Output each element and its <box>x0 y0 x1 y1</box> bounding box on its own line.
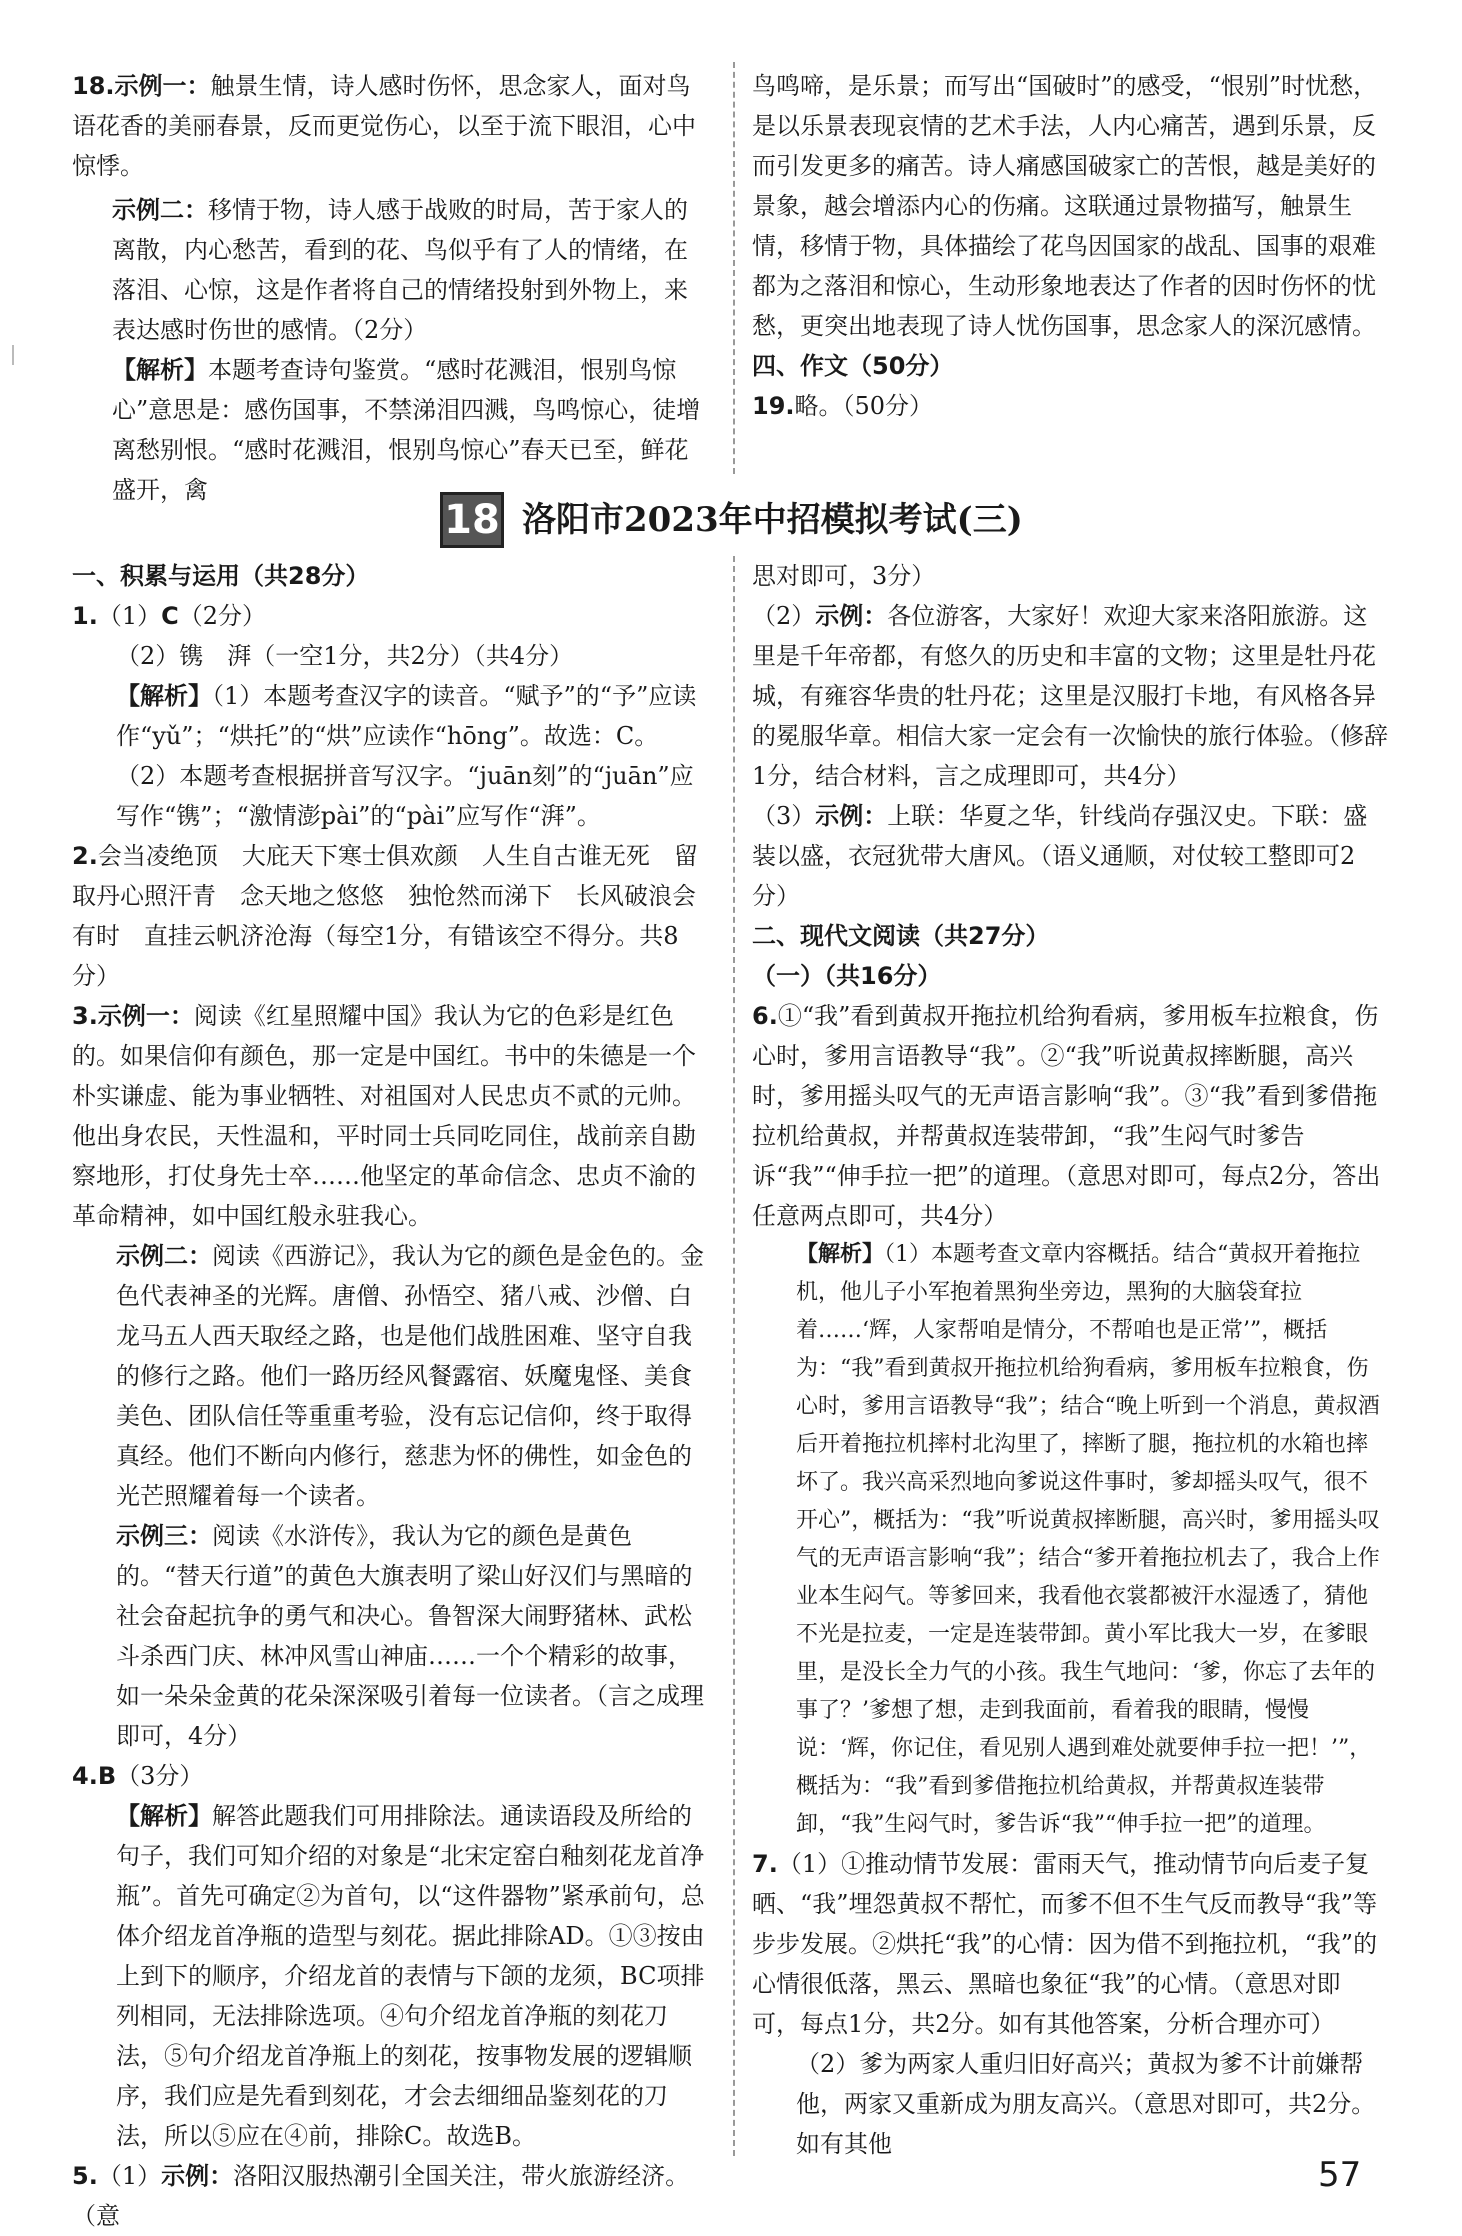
q18-example-1: 18.示例一：触景生情，诗人感时伤怀，思念家人，面对鸟语花香的美丽春景，反而更觉伤心，以至于流下眼泪，心中惊悸。 <box>72 72 696 180</box>
q18-analysis: 【解析】本题考查诗句鉴赏。“感时花溅泪，恨别鸟惊心”意思是：感伤国事，不禁涕泪四溅，鸟鸣惊心，徒增离愁别恨。“感时花溅泪，恨别鸟惊心”春天已至，鲜花盛开，禽 <box>112 356 701 504</box>
section-2-heading: 二、现代文阅读（共27分） <box>752 922 1050 950</box>
margin-mark <box>12 345 14 365</box>
q5-continued: 思对即可，3分） <box>752 562 936 590</box>
q1-part-1: 1.（1）C（2分） <box>72 602 267 630</box>
q1-part-2: （2）镌 湃（一空1分，共2分）（共4分） <box>116 642 574 670</box>
left-column <box>72 556 708 2236</box>
exam-title: 洛阳市2023年中招模拟考试(三) <box>522 500 1023 540</box>
page-number: 57 <box>1318 2155 1362 2195</box>
q7-part-2: （2）爹为两家人重归旧好高兴；黄叔为爹不计前嫌帮他，两家又重新成为朋友高兴。（意思对即可，共2分。如有其他 <box>796 2050 1376 2158</box>
q2: 2.会当凌绝顶 大庇天下寒士俱欢颜 人生自古谁无死 留取丹心照汗青 念天地之悠悠 独怆然而涕下 长风破浪会有时 直挂云帆济沧海（每空1分，有错该空不得分。共8分） <box>72 842 698 990</box>
q3-example-2: 示例二：阅读《西游记》，我认为它的颜色是金色的。金色代表神圣的光辉。唐僧、孙悟空、猪八戒、沙僧、白龙马五人西天取经之路，也是他们战胜困难、坚守自我的修行之路。他们一路历经风餐露宿、妖魔鬼怪、美食美色、团队信任等重重考验，没有忘记信仰，终于取得真经。他们不断向内修行，慈悲为怀的佛性，如金色的光芒照耀着每一个读者。 <box>116 1242 704 1510</box>
main-column-divider <box>733 556 735 2156</box>
q5-part-1: 5.（1）示例：洛阳汉服热潮引全国关注，带火旅游经济。（意 <box>72 2162 690 2230</box>
top-column-divider <box>733 62 735 474</box>
q6-analysis: 【解析】（1）本题考查文章内容概括。结合“黄叔开着拖拉机，他儿子小军抱着黑狗坐旁边，黑狗的大脑袋耷拉着……‘辉，人家帮咱是情分，不帮咱也是正常’”，概括为：“我”看到黄叔开拖拉机给狗看病，爹用板车拉粮食，伤心时，爹用言语教导“我”；结合“晚上听到一个消息，黄叔酒后开着拖拉机摔村北沟里了，摔断了腿，拖拉机的水箱也摔坏了。我兴高采烈地向爹说这件事时，爹却摇头叹气，很不开心”，概括为：“我”听说黄叔摔断腿，高兴时，爹用摇头叹气的无声语言影响“我”；结合“爹开着拖拉机去了，我合上作业本生闷气。等爹回来，我看他衣裳都被汗水湿透了，猜他不光是拉麦，一定是连装带卸。黄小军比我大一岁，在爹眼里，是没长全力气的小孩。我生气地问：‘爹，你忘了去年的事了？’爹想了想，走到我面前，看着我的眼睛，慢慢说：‘辉，你记住，看见别人遇到难处就要伸手拉一把！’”，概括为：“我”看到爹借拖拉机给黄叔，并帮黄叔连装带卸，“我”生闷气时，爹告诉“我”“伸手拉一把”的道理。 <box>796 1242 1380 1837</box>
q4-analysis: 【解析】解答此题我们可用排除法。通读语段及所给的句子，我们可知介绍的对象是“北宋定窑白釉刻花龙首净瓶”。首先可确定②为首句，以“这件器物”紧承前句，总体介绍龙首净瓶的造型与刻花。据此排除AD。①③按由上到下的顺序，介绍龙首的表情与下颌的龙须，BC项排列相同，无法排除选项。④句介绍龙首净瓶的刻花刀法，⑤句介绍龙首净瓶上的刻花，按事物发展的逻辑顺序，我们应是先看到刻花，才会去细细品鉴刻花的刀法，所以⑤应在④前，排除C。故选B。 <box>116 1802 705 2150</box>
q5-part-3: （3）示例：上联：华夏之华，针线尚存强汉史。下联：盛装以盛，衣冠犹带大唐风。（语义通顺，对仗较工整即可2分） <box>752 802 1368 910</box>
top-left-column <box>72 66 708 510</box>
exam-number-badge: 18 <box>440 492 504 548</box>
q18-example-2: 示例二：移情于物，诗人感于战败的时局，苦于家人的离散，内心愁苦，看到的花、鸟似乎有了人的情绪，在落泪、心惊，这是作者将自己的情绪投射到外物上，来表达感时伤世的感情。（2分） <box>112 196 688 344</box>
q4: 4.B（3分） <box>72 1762 204 1790</box>
q1-analysis-1: 【解析】（1）本题考查汉字的读音。“赋予”的“予”应读作“yǔ”；“烘托”的“烘”应读作“hōng”。故选：C。 <box>116 682 697 750</box>
subsection-1-heading: （一）（共16分） <box>752 962 942 990</box>
q6: 6.①“我”看到黄叔开拖拉机给狗看病，爹用板车拉粮食，伤心时，爹用言语教导“我”。②“我”听说黄叔摔断腿，高兴时，爹用摇头叹气的无声语言影响“我”。③“我”看到爹借拖拉机给黄叔，并帮黄叔连装带卸，“我”生闷气时爹告诉“我”“伸手拉一把”的道理。（意思对即可，每点2分，答出任意两点即可，共4分） <box>752 1002 1381 1230</box>
q19: 19.略。（50分） <box>752 392 934 420</box>
section-composition: 四、作文（50分） <box>752 352 954 380</box>
q18-number: 18. <box>72 72 115 100</box>
section-1-heading: 一、积累与运用（共28分） <box>72 562 370 590</box>
q7-part-1: 7.（1）①推动情节发展：雷雨天气，推动情节向后麦子复晒、“我”埋怨黄叔不帮忙，而爹不但不生气反而教导“我”等步步发展。②烘托“我”的心情：因为借不到拖拉机，“我”的心情很低落，黑云、黑暗也象征“我”的心情。（意思对即可，每点1分，共2分。如有其他答案，分析合理亦可） <box>752 1850 1378 2038</box>
q5-part-2: （2）示例：各位游客，大家好！欢迎大家来洛阳旅游。这里是千年帝都，有悠久的历史和丰富的文物；这里是牡丹花城，有雍容华贵的牡丹花；这里是汉服打卡地，有风格各异的冕服华章。相信大家一定会有一次愉快的旅行体验。（修辞1分，结合材料，言之成理即可，共4分） <box>752 602 1388 790</box>
right-column <box>752 556 1388 2164</box>
q18-analysis-continued: 鸟鸣啼，是乐景；而写出“国破时”的感受，“恨别”时忧愁，是以乐景表现哀情的艺术手法，人内心痛苦，遇到乐景，反而引发更多的痛苦。诗人痛感国破家亡的苦恨，越是美好的景象，越会增添内心的伤痛。这联通过景物描写，触景生情，移情于物，具体描绘了花鸟因国家的战乱、国事的艰难都为之落泪和惊心，生动形象地表达了作者的因时伤怀的忧愁，更突出地表现了诗人忧伤国事，思念家人的深沉感情。 <box>752 72 1378 340</box>
top-right-column <box>752 66 1388 426</box>
q1-analysis-2: （2）本题考查根据拼音写汉字。“juān刻”的“juān”应写作“镌”；“激情澎pài”的“pài”应写作“湃”。 <box>116 762 694 830</box>
q3-example-3: 示例三：阅读《水浒传》，我认为它的颜色是黄色的。“替天行道”的黄色大旗表明了梁山好汉们与黑暗的社会奋起抗争的勇气和决心。鲁智深大闹野猪林、武松斗杀西门庆、林冲风雪山神庙……一个个精彩的故事，如一朵朵金黄的花朵深深吸引着每一位读者。（言之成理即可，4分） <box>116 1522 704 1750</box>
exam-title-banner <box>440 492 1023 548</box>
q3-example-1: 3.示例一：阅读《红星照耀中国》我认为它的色彩是红色的。如果信仰有颜色，那一定是中国红。书中的朱德是一个朴实谦虚、能为事业牺牲、对祖国对人民忠贞不贰的元帅。他出身农民，天性温和，平时同士兵同吃同住，战前亲自勘察地形，打仗身先士卒……他坚定的革命信念、忠贞不渝的革命精神，如中国红般永驻我心。 <box>72 1002 696 1230</box>
